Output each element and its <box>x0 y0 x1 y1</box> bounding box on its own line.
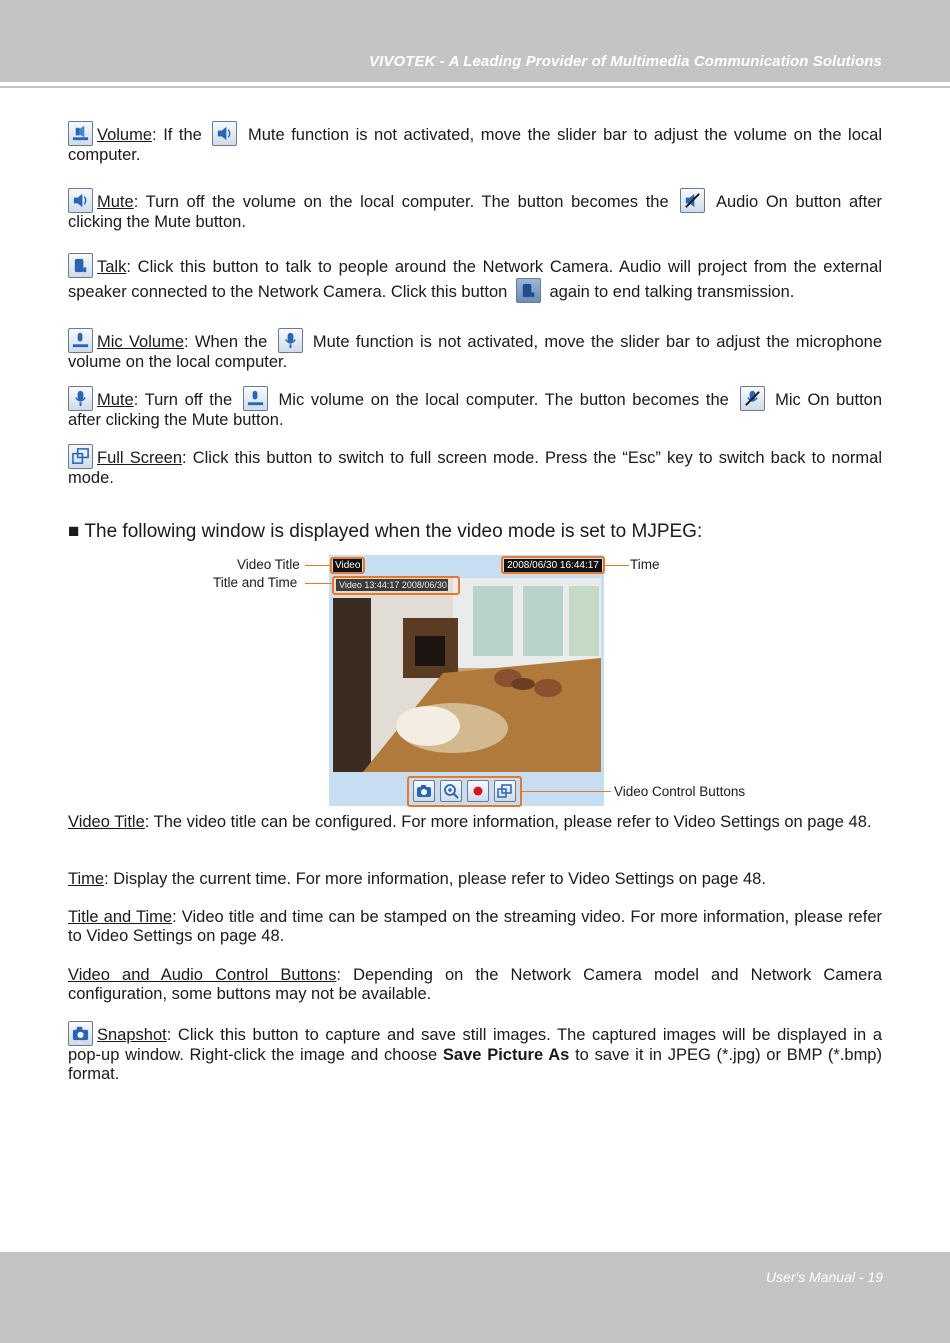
microphone-icon <box>278 328 303 353</box>
talk-active-icon <box>516 278 541 303</box>
time-description: Time: Display the current time. For more information, please refer to Video Settings on page 48. <box>68 870 766 888</box>
full-screen-paragraph: Full Screen: Click this button to switch to full screen mode. Press the “Esc” key to switch back to normal mode. <box>68 444 882 488</box>
mic-mute-icon[interactable] <box>68 386 93 411</box>
volume-term: Volume <box>97 126 153 144</box>
control-buttons-description: Video and Audio Control Buttons: Depending on the Network Camera model and Network Camera configuration, some buttons may not be available. <box>68 966 882 1003</box>
volume-slider-icon[interactable] <box>68 121 93 146</box>
mic-mute-paragraph: Mute: Turn off the Mic volume on the local computer. The button becomes the Mic On button after clicking the Mute button. <box>68 386 882 430</box>
control-buttons-term: Video and Audio Control Buttons <box>68 966 337 984</box>
footer-page-label: User's Manual - 19 <box>765 1269 883 1285</box>
video-title-callout-label: Video Title <box>237 557 300 572</box>
video-title-term: Video Title <box>68 813 145 831</box>
mute-term: Mute <box>97 193 134 211</box>
footer-band <box>0 1252 950 1343</box>
title-time-callout-box <box>332 576 460 595</box>
snapshot-term: Snapshot <box>97 1026 167 1044</box>
control-buttons-callout-box <box>407 776 522 807</box>
time-callout-box <box>501 556 605 574</box>
title-time-leader <box>305 583 333 584</box>
video-title-overlay: Video <box>335 560 361 571</box>
mic-mute-term: Mute <box>97 391 134 409</box>
control-buttons-leader <box>522 791 611 792</box>
mic-volume-paragraph: Mic Volume: When the Mute function is not activated, move the slider bar to adjust the microphone volume on the local computer. <box>68 328 882 372</box>
full-screen-icon[interactable] <box>68 444 93 469</box>
snapshot-icon[interactable] <box>68 1021 93 1046</box>
mic-volume-icon <box>243 386 268 411</box>
title-and-time-description: Title and Time: Video title and time can be stamped on the streaming video. For more information, please refer to Video Settings on page 48. <box>68 908 882 945</box>
time-callout-label: Time <box>630 557 660 572</box>
talk-term: Talk <box>97 258 127 276</box>
control-buttons-callout-label: Video Control Buttons <box>614 784 746 799</box>
title-time-stamp-overlay: Video 13:44:17 2008/06/30 <box>336 579 448 591</box>
mic-off-icon <box>740 386 765 411</box>
video-title-callout-box <box>330 557 365 574</box>
time-leader <box>605 565 629 566</box>
snapshot-description: Snapshot: Click this button to capture and save still images. The captured images will be displayed in a pop-up window. Right-click the image and choose Save Picture As to save it in JPEG (*.jpg) or BMP (*.bmp) format. <box>68 1021 882 1084</box>
speaker-mute-icon[interactable] <box>68 188 93 213</box>
header-divider <box>0 86 950 88</box>
title-time-callout-label: Title and Time <box>213 575 298 590</box>
full-screen-term: Full Screen <box>97 449 182 467</box>
mic-volume-term: Mic Volume <box>97 333 185 351</box>
video-title-description: Video Title: The video title can be configured. For more information, please refer to Video Settings on page 48. <box>68 813 872 831</box>
volume-paragraph: Volume: If the Mute function is not activated, move the slider bar to adjust the volume on the local computer. <box>68 121 882 165</box>
mute-paragraph: Mute: Turn off the volume on the local computer. The button becomes the Audio On button after clicking the Mute button. <box>68 188 882 232</box>
speaker-icon <box>212 121 237 146</box>
mic-volume-slider-icon[interactable] <box>68 328 93 353</box>
talk-icon[interactable] <box>68 253 93 278</box>
time-term: Time <box>68 870 105 888</box>
timestamp-overlay: 2008/06/30 16:44:17 <box>504 559 602 572</box>
video-title-leader <box>305 565 330 566</box>
camera-video-image <box>333 578 601 772</box>
save-picture-as-text: Save Picture As <box>442 1046 570 1064</box>
audio-off-icon <box>680 188 705 213</box>
mjpeg-heading: ■ The following window is displayed when the video mode is set to MJPEG: <box>68 521 703 542</box>
talk-paragraph: Talk: Click this button to talk to people around the Network Camera. Audio will project from the external speaker connected to the Network Camera. Click this button again to end talking transmission. <box>68 253 882 303</box>
header-tagline: VIVOTEK - A Leading Provider of Multimedia Communication Solutions <box>368 53 882 70</box>
title-and-time-term: Title and Time <box>68 908 173 926</box>
